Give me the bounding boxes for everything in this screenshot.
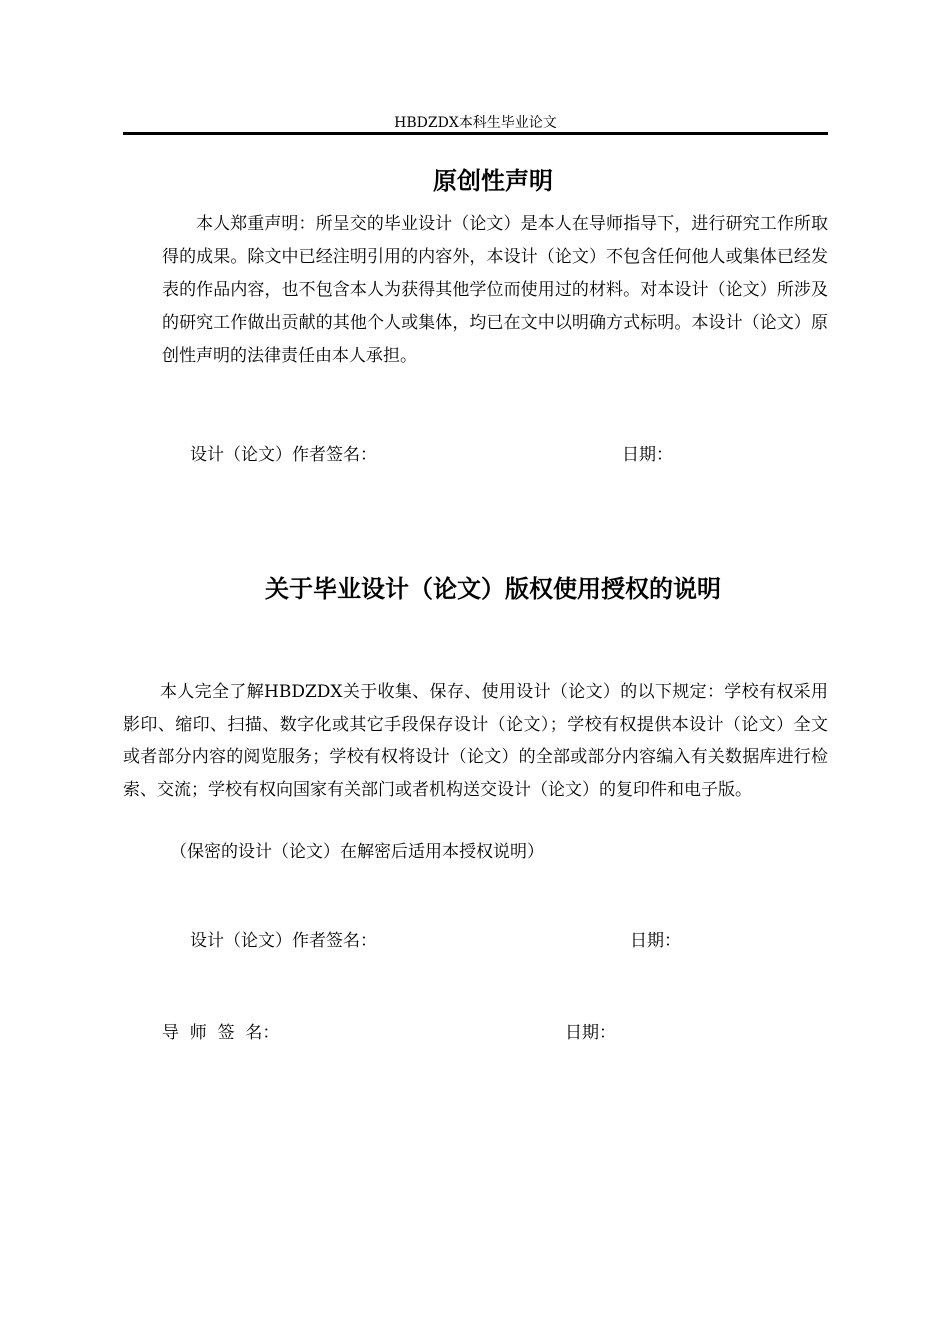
header-rule xyxy=(123,132,828,135)
originality-title: 原创性声明 xyxy=(433,167,553,195)
copyright-author-signature-label: 设计（论文）作者签名： xyxy=(190,931,377,951)
copyright-author-date-label: 日期： xyxy=(630,931,681,951)
originality-author-signature-label: 设计（论文）作者签名： xyxy=(190,445,377,465)
running-header: HBDZDX本科生毕业论文 xyxy=(394,115,557,131)
advisor-signature-label: 导 师 签 名： xyxy=(162,1023,280,1043)
originality-statement: 本人郑重声明：所呈交的毕业设计（论文）是本人在导师指导下，进行研究工作所取得的成果。除文中已经注明引用的内容外，本设计（论文）不包含任何他人或集体已经发表的作品内容，也不包含本人为获得其他学位而使用过的材料。对本设计（论文）所涉及的研究工作做出贡献的其他个人或集体，均已在文中以明确方式标明。本设计（论文）原创性声明的法律责任由本人承担。 xyxy=(162,214,828,366)
originality-date-label: 日期： xyxy=(622,445,673,465)
advisor-date-label: 日期： xyxy=(565,1023,616,1043)
copyright-title: 关于毕业设计（论文）版权使用授权的说明 xyxy=(265,575,721,603)
copyright-statement: 本人完全了解HBDZDX关于收集、保存、使用设计（论文）的以下规定：学校有权采用影印、缩印、扫描、数字化或其它手段保存设计（论文）；学校有权提供本设计（论文）全文或者部分内容的阅览服务；学校有权将设计（论文）的全部或部分内容编入有关数据库进行检索、交流；学校有权向国家有关部门或者机构送交设计（论文）的复印件和电子版。 xyxy=(123,682,828,800)
copyright-note: （保密的设计（论文）在解密后适用本授权说明） xyxy=(170,842,544,862)
